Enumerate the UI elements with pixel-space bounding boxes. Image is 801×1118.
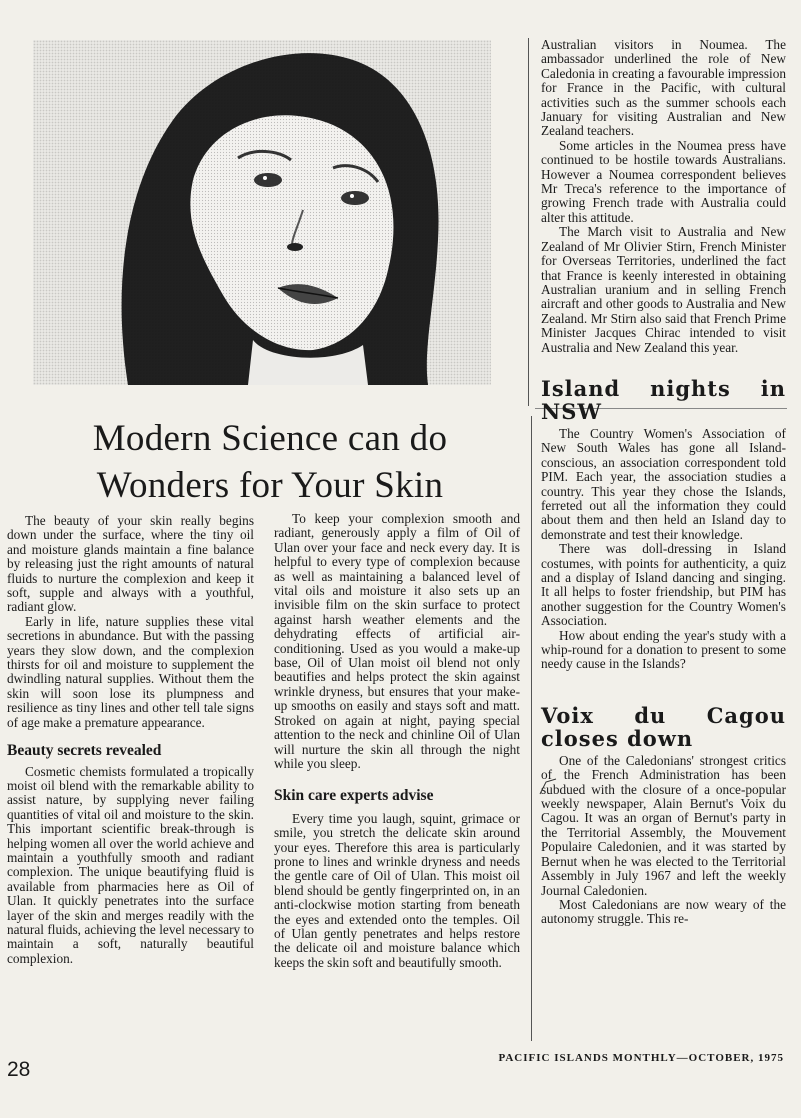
paragraph: Some articles in the Noumea press have continued to be hostile towards Australians. However a Noumea correspondent believes Mr Treca's reference to the importance of growing French trade with Australia could alter this attitude. (541, 137, 786, 225)
paragraph: To keep your complexion smooth and radiant, generously apply a film of Oil of Ulan over your face and neck every day. It is helpful to every type of complexion because as well as maintaining a balanced level of vital oils and moisture it also sets up an invisible film on the skin surface to protect against harsh weather elements and the dehydrating effects of artificial air-conditioning. Used as you would a make-up base, Oil of Ulan moist oil blend not only beautifies and helps protect the skin against wrinkle dryness, but ensures that your make-up smooths on easily and stays soft and matt. Stroked on again at night, paying special attention to the neck and chinline Oil of Ulan will nurture the skin all through the night while you sleep. (274, 511, 520, 771)
pen-mark-icon (538, 778, 558, 796)
news-column (541, 38, 786, 927)
news-headline-voix-du-cagou: Voix du Cagou closes down (541, 702, 786, 751)
paragraph: Every time you laugh, squint, grimace or smile, you stretch the delicate skin around your eyes. Therefore this area is particularly prone to lines and wrinkle dryness and needs the gentle care of Oil of Ulan. This moist oil blend should be gently fingerprinted on, in an anti-clockwise motion starting from beneath the eyes and extended onto the temples. Oil of Ulan gently penetrates and helps restore the delicate oil and moisture balance which keeps the skin soft and beautifully smooth. (274, 810, 520, 970)
news-headline-island-nights: Island nights in NSW (541, 375, 786, 424)
column-divider (528, 38, 529, 406)
paragraph: One of the Caledonians' strongest critics of the French Administration has been subdued with the closure of a once-popular weekly newspaper, Alain Bernut's Voix du Cagou. It was an organ of Bernut's party in the Territorial Assembly, the Mouvement Populaire Caledonien, and it was started by Bernut when he was elected to the Territorial Assembly in July 1967 and left the weekly Journal Caledonien. (541, 752, 786, 898)
headline-line-2: Wonders for Your Skin (96, 465, 444, 506)
paragraph: The March visit to Australia and New Zealand of Mr Olivier Stirn, French Minister for Overseas Territories, underlined the fact that France is keenly interested in obtaining Australian uranium and in selling French aircraft and other goods to Australia and New Zealand. Mr Stirn also said that French Prime Minister Jacques Chirac intended to visit Australia and New Zealand this year. (541, 224, 786, 355)
magazine-footer: PACIFIC ISLANDS MONTHLY—OCTOBER, 1975 (498, 1052, 784, 1064)
woman-portrait-image (33, 40, 491, 385)
paragraph: The Country Women's Association of New South Wales has gone all Island-conscious, an association correspondent told PIM. Each year, the association studies a country. This year they chose the Islands, ferreted out all the information they could about them and then held an Island day to demonstrate and test their knowledge. (541, 425, 786, 542)
headline-line-1: Modern Science can do (92, 418, 448, 459)
paragraph: Cosmetic chemists formulated a tropically moist oil blend with the remarkable ability to assist nature, by supplying never failing quantities of vital oil and moisture to the skin. This important scientific break-through is helping women all over the world achieve and maintain a youthfully smooth and radiant complexion. The unique beautifying fluid is available from pharmacies here as Oil of Ulan. It quickly penetrates into the surface layer of the skin and merges readily with the natural fluids, achieving the level necessary to maintain a soft, naturally beautiful complexion. (7, 763, 254, 966)
article-column-1 (7, 514, 254, 966)
paragraph: The beauty of your skin really begins down under the surface, where the tiny oil and moisture glands maintain a fine balance by releasing just the right amounts of natural fluids to nurture the complexion and keep it soft, supple and always with a youthful, radiant glow. (7, 513, 254, 615)
portrait-photo (33, 40, 491, 385)
paragraph: There was doll-dressing in Island costumes, with points for authenticity, a quiz and a display of Island dancing and singing. It all helps to foster friendship, but PIM has another suggestion for the Country Women's Association. (541, 541, 786, 629)
column-divider (531, 416, 532, 1041)
subheading-beauty-secrets: Beauty secrets revealed (7, 742, 162, 760)
paragraph: How about ending the year's study with a whip-round for a donation to present to some needy cause in the Islands? (541, 627, 786, 672)
paragraph: Australian visitors in Noumea. The ambassador underlined the role of New Caledonia in creating a favourable impression for France in the Pacific, with cultural activities such as the summer schools each January for visiting Australian and New Zealand teachers. (541, 37, 786, 139)
subheading-skin-care: Skin care experts advise (274, 787, 434, 805)
article-headline (40, 415, 500, 509)
page-number: 28 (7, 1058, 31, 1081)
paragraph: Most Caledonians are now weary of the autonomy struggle. This re- (541, 896, 786, 927)
article-column-2 (274, 512, 520, 970)
paragraph: Early in life, nature supplies these vital secretions in abundance. But with the passing years they slow down, and the complexion thirsts for oil and moisture to supplement the dwindling natural supplies. Without them the skin will soon lose its plumpness and resilience as tiny lines and other tell tale signs of age make a premature appearance. (7, 613, 254, 730)
